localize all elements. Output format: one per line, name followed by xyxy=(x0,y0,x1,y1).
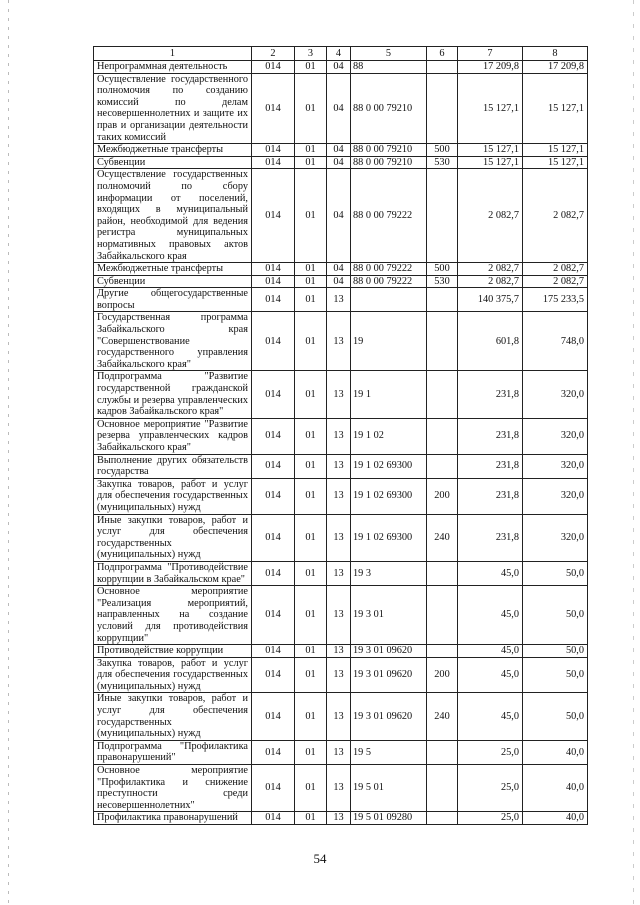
expense-type-cell xyxy=(427,586,458,645)
budget-table-body xyxy=(94,47,588,825)
row-name-cell: Субвенции xyxy=(94,275,252,288)
row-name-cell: Иные закупки товаров, работ и услуг для обеспечения государственных (муниципальных) нужд xyxy=(94,693,252,740)
ministry-code-cell: 014 xyxy=(252,418,295,454)
table-row xyxy=(94,454,588,478)
expense-type-cell xyxy=(427,812,458,825)
expense-type-cell: 200 xyxy=(427,657,458,693)
amount-year1-cell: 15 127,1 xyxy=(458,156,523,169)
amount-year1-cell: 45,0 xyxy=(458,561,523,585)
target-article-cell: 19 5 01 09280 xyxy=(351,812,427,825)
row-name-cell: Подпрограмма "Профилактика правонарушений" xyxy=(94,740,252,764)
row-name-cell: Закупка товаров, работ и услуг для обеспечения государственных (муниципальных) нужд xyxy=(94,478,252,514)
table-row xyxy=(94,645,588,658)
subsection-cell: 13 xyxy=(327,765,351,812)
header-cell: 2 xyxy=(252,47,295,61)
table-row xyxy=(94,169,588,263)
row-name-cell: Субвенции xyxy=(94,156,252,169)
target-article-cell: 19 1 02 xyxy=(351,418,427,454)
section-cell: 01 xyxy=(295,312,327,371)
section-cell: 01 xyxy=(295,288,327,312)
amount-year2-cell: 40,0 xyxy=(523,740,588,764)
ministry-code-cell: 014 xyxy=(252,645,295,658)
amount-year1-cell: 231,8 xyxy=(458,454,523,478)
target-article-cell: 88 0 00 79210 xyxy=(351,144,427,157)
amount-year2-cell: 15 127,1 xyxy=(523,73,588,144)
amount-year1-cell: 45,0 xyxy=(458,657,523,693)
amount-year1-cell: 15 127,1 xyxy=(458,144,523,157)
amount-year1-cell: 231,8 xyxy=(458,418,523,454)
subsection-cell: 13 xyxy=(327,312,351,371)
row-name-cell: Профилактика правонарушений xyxy=(94,812,252,825)
expense-type-cell xyxy=(427,61,458,74)
subsection-cell: 13 xyxy=(327,478,351,514)
subsection-cell: 13 xyxy=(327,657,351,693)
expense-type-cell xyxy=(427,312,458,371)
section-cell: 01 xyxy=(295,812,327,825)
target-article-cell: 88 0 00 79210 xyxy=(351,156,427,169)
amount-year1-cell: 25,0 xyxy=(458,812,523,825)
row-name-cell: Осуществление государственных полномочий по сбору информации от поселений, входящих в муниципальный район, необходимой для ведения регистра муниципальных нормативных правовых актов Забайкальского края xyxy=(94,169,252,263)
ministry-code-cell: 014 xyxy=(252,144,295,157)
amount-year1-cell: 2 082,7 xyxy=(458,263,523,276)
subsection-cell: 13 xyxy=(327,812,351,825)
header-cell: 5 xyxy=(351,47,427,61)
target-article-cell: 88 xyxy=(351,61,427,74)
row-name-cell: Межбюджетные трансферты xyxy=(94,263,252,276)
amount-year2-cell: 40,0 xyxy=(523,765,588,812)
expense-type-cell xyxy=(427,765,458,812)
row-name-cell: Закупка товаров, работ и услуг для обеспечения государственных (муниципальных) нужд xyxy=(94,657,252,693)
amount-year1-cell: 231,8 xyxy=(458,478,523,514)
amount-year2-cell: 50,0 xyxy=(523,693,588,740)
section-cell: 01 xyxy=(295,514,327,561)
amount-year2-cell: 320,0 xyxy=(523,478,588,514)
subsection-cell: 13 xyxy=(327,586,351,645)
section-cell: 01 xyxy=(295,169,327,263)
row-name-cell: Иные закупки товаров, работ и услуг для обеспечения государственных (муниципальных) нужд xyxy=(94,514,252,561)
amount-year1-cell: 2 082,7 xyxy=(458,169,523,263)
section-cell: 01 xyxy=(295,693,327,740)
amount-year1-cell: 45,0 xyxy=(458,586,523,645)
table-row xyxy=(94,812,588,825)
target-article-cell: 19 5 xyxy=(351,740,427,764)
amount-year2-cell: 15 127,1 xyxy=(523,156,588,169)
row-name-cell: Межбюджетные трансферты xyxy=(94,144,252,157)
target-article-cell: 88 0 00 79222 xyxy=(351,169,427,263)
header-cell: 6 xyxy=(427,47,458,61)
table-row xyxy=(94,312,588,371)
expense-type-cell xyxy=(427,454,458,478)
ministry-code-cell: 014 xyxy=(252,657,295,693)
table-row xyxy=(94,73,588,144)
scan-edge-right xyxy=(633,0,634,905)
table-row xyxy=(94,288,588,312)
scan-edge-left xyxy=(8,0,9,905)
row-name-cell: Основное мероприятие "Реализация мероприятий, направленных на создание условий для противодействия коррупции" xyxy=(94,586,252,645)
subsection-cell: 13 xyxy=(327,693,351,740)
amount-year2-cell: 320,0 xyxy=(523,514,588,561)
row-name-cell: Подпрограмма "Противодействие коррупции в Забайкальском крае" xyxy=(94,561,252,585)
ministry-code-cell: 014 xyxy=(252,371,295,418)
subsection-cell: 13 xyxy=(327,454,351,478)
row-name-cell: Осуществление государственного полномочия по созданию комиссий по делам несовершеннолетних и защите их прав и организации деятельности таких комиссий xyxy=(94,73,252,144)
section-cell: 01 xyxy=(295,275,327,288)
section-cell: 01 xyxy=(295,657,327,693)
ministry-code-cell: 014 xyxy=(252,478,295,514)
amount-year2-cell: 175 233,5 xyxy=(523,288,588,312)
amount-year1-cell: 15 127,1 xyxy=(458,73,523,144)
ministry-code-cell: 014 xyxy=(252,156,295,169)
target-article-cell: 19 5 01 xyxy=(351,765,427,812)
amount-year1-cell: 25,0 xyxy=(458,765,523,812)
row-name-cell: Противодействие коррупции xyxy=(94,645,252,658)
subsection-cell: 04 xyxy=(327,144,351,157)
target-article-cell: 19 3 01 09620 xyxy=(351,645,427,658)
row-name-cell: Выполнение других обязательств государства xyxy=(94,454,252,478)
subsection-cell: 13 xyxy=(327,645,351,658)
amount-year1-cell: 231,8 xyxy=(458,371,523,418)
target-article-cell: 19 3 01 xyxy=(351,586,427,645)
ministry-code-cell: 014 xyxy=(252,812,295,825)
table-row xyxy=(94,740,588,764)
amount-year2-cell: 50,0 xyxy=(523,586,588,645)
subsection-cell: 04 xyxy=(327,263,351,276)
table-row xyxy=(94,693,588,740)
ministry-code-cell: 014 xyxy=(252,765,295,812)
section-cell: 01 xyxy=(295,418,327,454)
header-cell: 4 xyxy=(327,47,351,61)
ministry-code-cell: 014 xyxy=(252,263,295,276)
header-cell: 7 xyxy=(458,47,523,61)
table-row xyxy=(94,61,588,74)
target-article-cell: 19 3 01 09620 xyxy=(351,693,427,740)
target-article-cell: 88 0 00 79222 xyxy=(351,263,427,276)
header-cell: 8 xyxy=(523,47,588,61)
section-cell: 01 xyxy=(295,371,327,418)
amount-year1-cell: 45,0 xyxy=(458,693,523,740)
ministry-code-cell: 014 xyxy=(252,514,295,561)
amount-year1-cell: 231,8 xyxy=(458,514,523,561)
row-name-cell: Основное мероприятие "Профилактика и снижение преступности среди несовершеннолетних" xyxy=(94,765,252,812)
ministry-code-cell: 014 xyxy=(252,454,295,478)
row-name-cell: Основное мероприятие "Развитие резерва управленческих кадров Забайкальского края" xyxy=(94,418,252,454)
target-article-cell: 19 1 02 69300 xyxy=(351,514,427,561)
target-article-cell: 88 0 00 79222 xyxy=(351,275,427,288)
amount-year2-cell: 320,0 xyxy=(523,454,588,478)
amount-year2-cell: 50,0 xyxy=(523,645,588,658)
table-row xyxy=(94,657,588,693)
expense-type-cell xyxy=(427,740,458,764)
target-article-cell: 88 0 00 79210 xyxy=(351,73,427,144)
section-cell: 01 xyxy=(295,61,327,74)
amount-year2-cell: 748,0 xyxy=(523,312,588,371)
row-name-cell: Государственная программа Забайкальского края "Совершенствование государственного управления Забайкальского края" xyxy=(94,312,252,371)
table-row xyxy=(94,156,588,169)
table-row xyxy=(94,144,588,157)
table-row xyxy=(94,765,588,812)
header-cell: 1 xyxy=(94,47,252,61)
section-cell: 01 xyxy=(295,740,327,764)
table-row xyxy=(94,514,588,561)
expense-type-cell xyxy=(427,561,458,585)
amount-year1-cell: 140 375,7 xyxy=(458,288,523,312)
amount-year2-cell: 320,0 xyxy=(523,418,588,454)
amount-year2-cell: 15 127,1 xyxy=(523,144,588,157)
target-article-cell: 19 1 02 69300 xyxy=(351,454,427,478)
section-cell: 01 xyxy=(295,586,327,645)
table-row xyxy=(94,586,588,645)
expense-type-cell: 240 xyxy=(427,514,458,561)
subsection-cell: 13 xyxy=(327,740,351,764)
amount-year2-cell: 40,0 xyxy=(523,812,588,825)
expense-type-cell xyxy=(427,288,458,312)
subsection-cell: 04 xyxy=(327,61,351,74)
amount-year2-cell: 50,0 xyxy=(523,657,588,693)
amount-year2-cell: 17 209,8 xyxy=(523,61,588,74)
section-cell: 01 xyxy=(295,454,327,478)
target-article-cell: 19 1 xyxy=(351,371,427,418)
subsection-cell: 13 xyxy=(327,418,351,454)
ministry-code-cell: 014 xyxy=(252,275,295,288)
expense-type-cell xyxy=(427,73,458,144)
expense-type-cell: 530 xyxy=(427,275,458,288)
table-row xyxy=(94,418,588,454)
subsection-cell: 13 xyxy=(327,288,351,312)
expense-type-cell xyxy=(427,645,458,658)
table-row xyxy=(94,371,588,418)
expense-type-cell xyxy=(427,371,458,418)
table-row xyxy=(94,263,588,276)
section-cell: 01 xyxy=(295,156,327,169)
subsection-cell: 13 xyxy=(327,514,351,561)
target-article-cell: 19 3 xyxy=(351,561,427,585)
subsection-cell: 04 xyxy=(327,156,351,169)
expense-type-cell xyxy=(427,418,458,454)
expense-type-cell: 530 xyxy=(427,156,458,169)
ministry-code-cell: 014 xyxy=(252,288,295,312)
subsection-cell: 04 xyxy=(327,73,351,144)
section-cell: 01 xyxy=(295,263,327,276)
expense-type-cell: 200 xyxy=(427,478,458,514)
header-cell: 3 xyxy=(295,47,327,61)
table-row xyxy=(94,275,588,288)
amount-year2-cell: 50,0 xyxy=(523,561,588,585)
expense-type-cell: 500 xyxy=(427,263,458,276)
ministry-code-cell: 014 xyxy=(252,740,295,764)
section-cell: 01 xyxy=(295,144,327,157)
ministry-code-cell: 014 xyxy=(252,73,295,144)
row-name-cell: Непрограммная деятельность xyxy=(94,61,252,74)
row-name-cell: Подпрограмма "Развитие государственной гражданской службы и резерва управленческих кадров Забайкальского края" xyxy=(94,371,252,418)
page-number: 54 xyxy=(313,851,327,866)
section-cell: 01 xyxy=(295,561,327,585)
amount-year1-cell: 45,0 xyxy=(458,645,523,658)
row-name-cell: Другие общегосударственные вопросы xyxy=(94,288,252,312)
subsection-cell: 13 xyxy=(327,561,351,585)
target-article-cell: 19 1 02 69300 xyxy=(351,478,427,514)
amount-year2-cell: 2 082,7 xyxy=(523,263,588,276)
table-row xyxy=(94,478,588,514)
ministry-code-cell: 014 xyxy=(252,693,295,740)
amount-year2-cell: 2 082,7 xyxy=(523,275,588,288)
amount-year1-cell: 601,8 xyxy=(458,312,523,371)
table-header-row xyxy=(94,47,588,61)
ministry-code-cell: 014 xyxy=(252,312,295,371)
amount-year2-cell: 2 082,7 xyxy=(523,169,588,263)
amount-year1-cell: 2 082,7 xyxy=(458,275,523,288)
expense-type-cell xyxy=(427,169,458,263)
subsection-cell: 04 xyxy=(327,275,351,288)
amount-year1-cell: 17 209,8 xyxy=(458,61,523,74)
target-article-cell: 19 3 01 09620 xyxy=(351,657,427,693)
section-cell: 01 xyxy=(295,73,327,144)
amount-year1-cell: 25,0 xyxy=(458,740,523,764)
target-article-cell xyxy=(351,288,427,312)
expense-type-cell: 500 xyxy=(427,144,458,157)
table-row xyxy=(94,561,588,585)
ministry-code-cell: 014 xyxy=(252,586,295,645)
ministry-code-cell: 014 xyxy=(252,561,295,585)
subsection-cell: 04 xyxy=(327,169,351,263)
section-cell: 01 xyxy=(295,478,327,514)
amount-year2-cell: 320,0 xyxy=(523,371,588,418)
section-cell: 01 xyxy=(295,645,327,658)
subsection-cell: 13 xyxy=(327,371,351,418)
section-cell: 01 xyxy=(295,765,327,812)
ministry-code-cell: 014 xyxy=(252,61,295,74)
target-article-cell: 19 xyxy=(351,312,427,371)
ministry-code-cell: 014 xyxy=(252,169,295,263)
expense-type-cell: 240 xyxy=(427,693,458,740)
budget-table xyxy=(93,46,588,825)
